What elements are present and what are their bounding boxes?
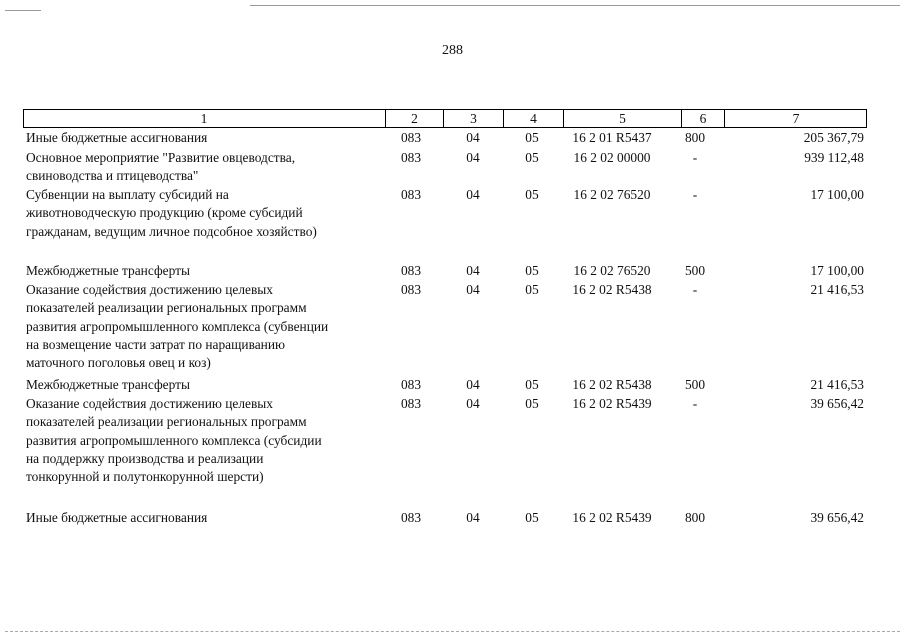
row-name-line: свиноводства и птицеводства" <box>26 168 199 184</box>
cell-expense-type: - <box>692 396 698 411</box>
row-name-line: Иные бюджетные ассигнования <box>26 510 208 525</box>
header-col-4: 4 <box>503 110 563 127</box>
scan-edge-bottom <box>5 631 900 632</box>
row-name <box>26 281 378 372</box>
header-col-2: 2 <box>385 110 443 127</box>
row-name-line: Субвенции на выплату субсидий на <box>26 187 229 202</box>
row-name-line: на возмещение части затрат по наращиванию <box>26 336 286 352</box>
cell-subsection: 05 <box>525 377 539 392</box>
cell-target-article: 16 2 02 R5439 <box>572 396 652 411</box>
cell-subsection: 05 <box>525 263 539 278</box>
cell-section: 04 <box>466 396 480 411</box>
cell-target-article: 16 2 01 R5437 <box>572 130 652 145</box>
row-name-line: Межбюджетные трансферты <box>26 263 190 278</box>
row-name-line: на поддержку производства и реализации <box>26 450 264 466</box>
cell-expense-type: 500 <box>684 263 706 278</box>
cell-target-article: 16 2 02 76520 <box>573 187 651 202</box>
row-name-line: тонкорунной и полутонкорунной шерсти) <box>26 469 264 485</box>
cell-expense-type: 500 <box>684 377 706 392</box>
row-name-line: Основное мероприятие "Развитие овцеводства, <box>26 150 296 165</box>
cell-target-article: 16 2 02 76520 <box>573 263 651 278</box>
cell-ministry-code: 083 <box>400 150 422 165</box>
row-name <box>26 509 378 527</box>
cell-expense-type: - <box>692 150 698 165</box>
cell-amount: 17 100,00 <box>810 187 864 202</box>
cell-section: 04 <box>466 150 480 165</box>
cell-section: 04 <box>466 263 480 278</box>
cell-target-article: 16 2 02 R5438 <box>572 282 652 297</box>
row-name <box>26 186 378 241</box>
row-name <box>26 149 378 186</box>
cell-section: 04 <box>466 187 480 202</box>
cell-subsection: 05 <box>525 187 539 202</box>
row-name-line: показателей реализации региональных программ <box>26 300 307 316</box>
cell-subsection: 05 <box>525 130 539 145</box>
row-name-line: показателей реализации региональных программ <box>26 414 307 430</box>
row-name <box>26 262 378 280</box>
scan-edge-top-left <box>5 10 41 11</box>
row-name <box>26 376 378 394</box>
row-name-line: Иные бюджетные ассигнования <box>26 130 208 145</box>
row-name-line: развития агропромышленного комплекса (субсидии <box>26 432 322 448</box>
row-name-line: гражданам, ведущим личное подсобное хозяйство) <box>26 223 317 239</box>
cell-ministry-code: 083 <box>400 130 422 145</box>
row-name <box>26 395 378 486</box>
cell-ministry-code: 083 <box>400 377 422 392</box>
row-name-line: развития агропромышленного комплекса (субвенции <box>26 318 329 334</box>
row-name-line: маточного поголовья овец и коз) <box>26 355 211 371</box>
page-number: 288 <box>442 43 463 58</box>
row-name-line: Межбюджетные трансферты <box>26 377 190 392</box>
cell-expense-type: - <box>692 187 698 202</box>
row-name <box>26 129 378 147</box>
cell-target-article: 16 2 02 R5438 <box>572 377 652 392</box>
cell-section: 04 <box>466 130 480 145</box>
cell-section: 04 <box>466 510 480 525</box>
cell-amount: 17 100,00 <box>810 263 864 278</box>
header-col-7: 7 <box>724 110 867 127</box>
cell-amount: 39 656,42 <box>810 510 864 525</box>
cell-section: 04 <box>466 377 480 392</box>
table-header <box>23 109 867 128</box>
header-col-1: 1 <box>200 111 208 126</box>
cell-expense-type: - <box>692 282 698 297</box>
cell-expense-type: 800 <box>684 510 706 525</box>
scan-edge-top-right <box>250 5 900 6</box>
cell-target-article: 16 2 02 R5439 <box>572 510 652 525</box>
cell-target-article: 16 2 02 00000 <box>573 150 651 165</box>
cell-amount: 205 367,79 <box>803 130 864 145</box>
cell-ministry-code: 083 <box>400 396 422 411</box>
header-col-6: 6 <box>681 110 724 127</box>
cell-subsection: 05 <box>525 150 539 165</box>
cell-subsection: 05 <box>525 510 539 525</box>
header-col-3: 3 <box>443 110 503 127</box>
row-name-line: Оказание содействия достижению целевых <box>26 396 273 411</box>
row-name-line: Оказание содействия достижению целевых <box>26 282 273 297</box>
cell-ministry-code: 083 <box>400 263 422 278</box>
cell-amount: 21 416,53 <box>810 377 864 392</box>
cell-ministry-code: 083 <box>400 510 422 525</box>
cell-subsection: 05 <box>525 396 539 411</box>
cell-amount: 939 112,48 <box>804 150 864 165</box>
cell-amount: 39 656,42 <box>810 396 864 411</box>
row-name-line: животноводческую продукцию (кроме субсидий <box>26 205 303 221</box>
cell-ministry-code: 083 <box>400 282 422 297</box>
cell-section: 04 <box>466 282 480 297</box>
cell-expense-type: 800 <box>684 130 706 145</box>
cell-amount: 21 416,53 <box>810 282 864 297</box>
cell-subsection: 05 <box>525 282 539 297</box>
cell-ministry-code: 083 <box>400 187 422 202</box>
header-col-5: 5 <box>563 110 681 127</box>
